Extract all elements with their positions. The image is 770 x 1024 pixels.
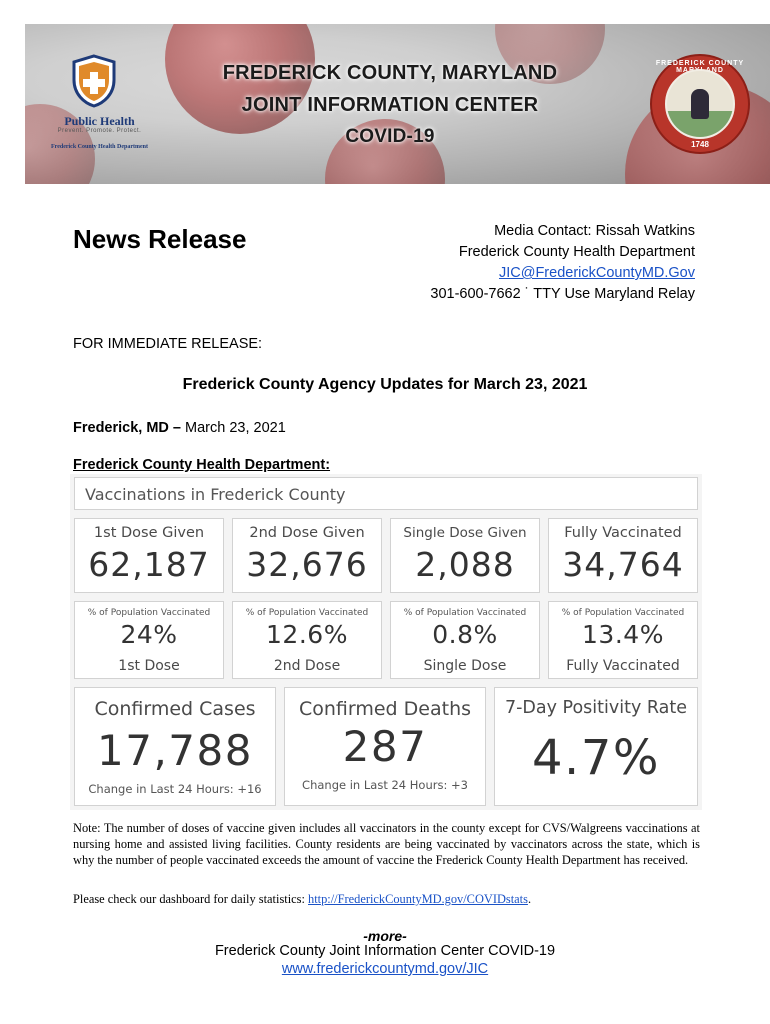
card-label: 1st Dose Given <box>93 525 205 541</box>
first-dose-percent-card <box>74 601 224 679</box>
seal-scene <box>665 69 735 139</box>
card-value: 24% <box>120 620 178 649</box>
news-release-heading: News Release <box>73 224 247 254</box>
card-sublabel: Single Dose <box>423 658 507 674</box>
logo-tagline: Prevent. Promote. Protect. <box>57 128 142 134</box>
release-headline: Frederick County Agency Updates for March 23, 2021 <box>182 376 588 393</box>
card-label: 7-Day Positivity Rate <box>504 698 688 718</box>
fully-vaccinated-percent-card <box>548 601 698 679</box>
card-label: % of Population Vaccinated <box>87 608 211 618</box>
card-label: % of Population Vaccinated <box>561 608 685 618</box>
stats-prefix: Please check our dashboard for daily statistics: <box>73 892 309 906</box>
card-value: 13.4% <box>582 620 664 649</box>
seal-text: FREDERICK COUNTY <box>655 60 745 67</box>
card-label: 2nd Dose Given <box>249 525 365 541</box>
vaccination-dashboard <box>70 474 702 810</box>
stats-suffix: . <box>527 892 532 906</box>
card-label: Single Dose Given <box>403 525 527 541</box>
positivity-rate-card <box>494 687 698 806</box>
contact-name: Media Contact: Rissah Watkins <box>494 223 695 239</box>
card-value: 287 <box>342 722 428 771</box>
seal-figure-icon <box>691 89 709 119</box>
contact-phone: 301-600-7662 ˙ TTY Use Maryland Relay <box>430 286 695 302</box>
footer-link[interactable]: www.frederickcountymd.gov/JIC <box>281 961 489 977</box>
card-sublabel: 1st Dose <box>118 658 180 674</box>
header-banner <box>25 24 770 184</box>
card-value: 17,788 <box>97 726 253 775</box>
card-value: 4.7% <box>532 730 660 786</box>
dateline-date: March 23, 2021 <box>181 420 286 436</box>
public-health-logo <box>37 54 162 154</box>
card-label: Confirmed Deaths <box>298 698 472 720</box>
card-value: 0.8% <box>432 620 498 649</box>
logo-department: Frederick County Health Department <box>50 144 149 150</box>
card-value: 62,187 <box>88 545 210 584</box>
contact-department: Frederick County Health Department <box>458 244 695 260</box>
seal-year: 1748 <box>691 140 709 149</box>
card-label: % of Population Vaccinated <box>245 608 369 618</box>
banner-title-line3: COVID-19 <box>345 126 435 147</box>
dateline <box>73 420 286 436</box>
confirmed-cases-card <box>74 687 276 806</box>
second-dose-card <box>232 518 382 593</box>
card-sublabel: Fully Vaccinated <box>566 658 680 674</box>
card-value: 32,676 <box>246 545 368 584</box>
card-label: Fully Vaccinated <box>564 525 682 541</box>
card-change: Change in Last 24 Hours: +3 <box>302 778 468 792</box>
logo-name: Public Health <box>64 114 135 128</box>
media-contact <box>335 221 695 305</box>
banner-title-line2: JOINT INFORMATION CENTER <box>241 94 539 116</box>
stats-link[interactable]: http://FrederickCountyMD.gov/COVIDstats <box>308 892 528 906</box>
second-dose-percent-card <box>232 601 382 679</box>
card-value: 2,088 <box>415 545 515 584</box>
card-sublabel: 2nd Dose <box>273 658 341 674</box>
more-marker: -more- <box>363 928 407 944</box>
contact-email-link[interactable]: JIC@FrederickCountyMD.Gov <box>498 265 695 281</box>
confirmed-deaths-card <box>284 687 486 806</box>
dashboard-title: Vaccinations in Frederick County <box>85 485 346 504</box>
single-dose-percent-card <box>390 601 540 679</box>
county-seal <box>650 54 750 154</box>
card-value: 34,764 <box>562 545 684 584</box>
dateline-place: Frederick, MD – <box>73 420 181 436</box>
card-value: 12.6% <box>266 620 348 649</box>
card-label: % of Population Vaccinated <box>403 608 527 618</box>
footer-title: Frederick County Joint Information Center COVID-19 <box>214 943 556 959</box>
single-dose-card <box>390 518 540 593</box>
banner-title-line1: FREDERICK COUNTY, MARYLAND <box>222 62 558 84</box>
dose-note: Note: The number of doses of vaccine given includes all vaccinators in the county except for CVS/Walgreens vaccinations at nursing home and assisted living facilities. County residents are being vaccinated by vaccinators across the state, which is why the number of people vaccinated exceeds the amount of vaccine the Frederick County Health Department has received. <box>73 821 700 867</box>
immediate-release-label: FOR IMMEDIATE RELEASE: <box>73 336 263 352</box>
fully-vaccinated-card <box>548 518 698 593</box>
dashboard-title-card <box>74 477 698 510</box>
card-change: Change in Last 24 Hours: +16 <box>88 782 262 796</box>
department-label: Frederick County Health Department: <box>73 457 331 473</box>
card-label: Confirmed Cases <box>94 698 256 720</box>
first-dose-card <box>74 518 224 593</box>
dashboard-link-line <box>73 892 531 907</box>
shield-icon <box>71 54 117 108</box>
